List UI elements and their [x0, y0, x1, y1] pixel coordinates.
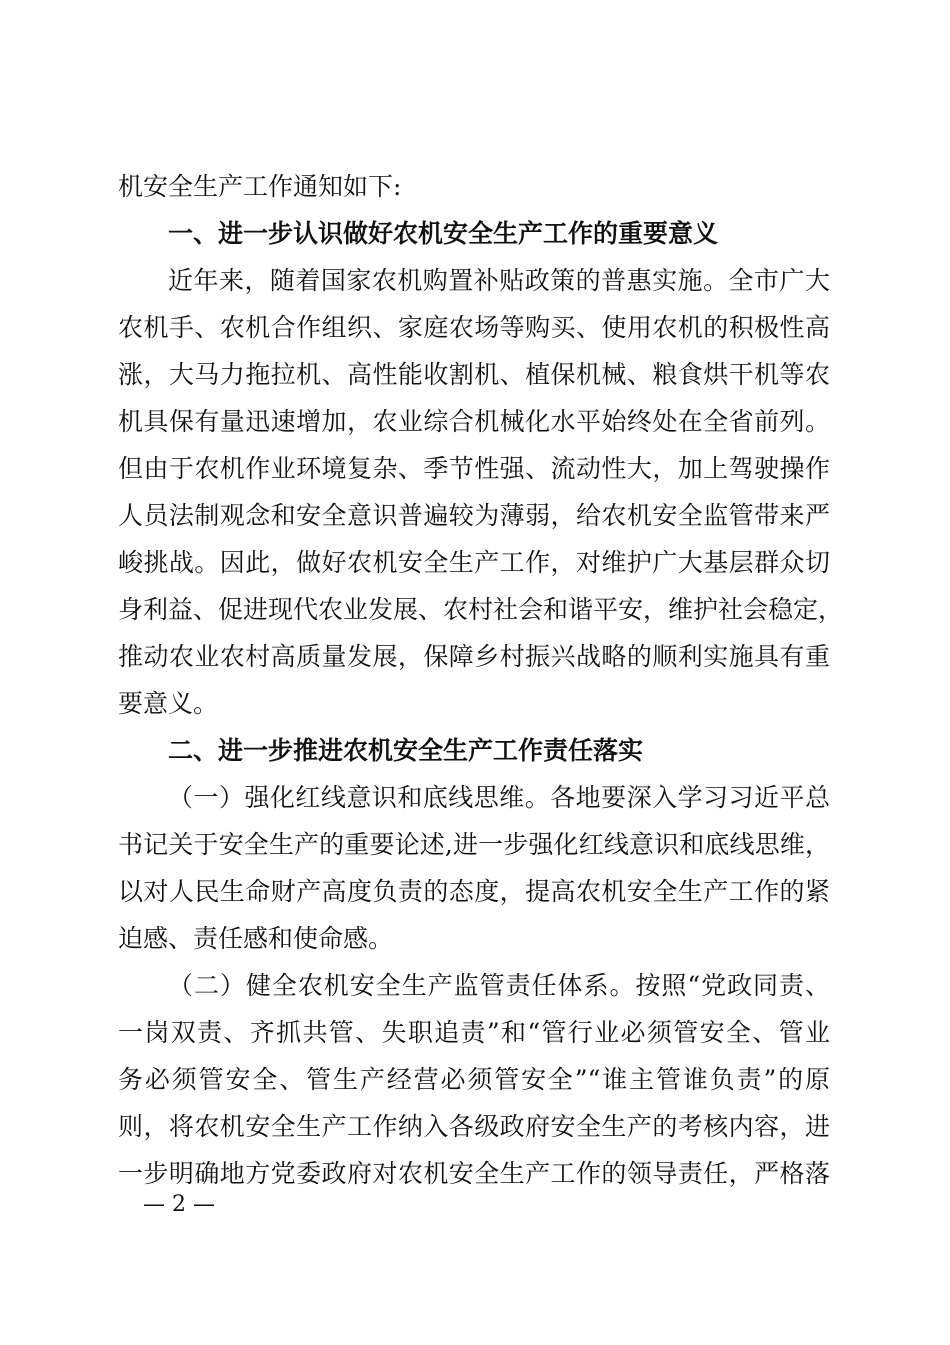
section-heading: 一、进一步认识做好农机安全生产工作的重要意义 [168, 219, 719, 248]
paragraph-line: 涨，大马力拖拉机、高性能收割机、植保机械、粮食烘干机等农 [118, 360, 830, 389]
paragraph-line: 迫感、责任感和使命感。 [118, 924, 394, 953]
paragraph-line: 人员法制观念和安全意识普遍较为薄弱，给农机安全监管带来严 [118, 501, 830, 530]
page-number: — 2 — [143, 1192, 215, 1217]
paragraph-line: 近年来，随着国家农机购置补贴政策的普惠实施。全市广大 [168, 266, 830, 295]
paragraph-line: （二）健全农机安全生产监管责任体系。按照“党政同责、 [168, 971, 830, 1000]
paragraph-line: 一步明确地方党委政府对农机安全生产工作的领导责任，严格落 [118, 1159, 830, 1188]
paragraph-line: 身利益、促进现代农业发展、农村社会和谐平安，维护社会稳定， [118, 595, 844, 624]
paragraph-line: 但由于农机作业环境复杂、季节性强、流动性大，加上驾驶操作 [118, 454, 830, 483]
paragraph-line: 峻挑战。因此，做好农机安全生产工作，对维护广大基层群众切 [118, 548, 830, 577]
paragraph-line: 机具保有量迅速增加，农业综合机械化水平始终处在全省前列。 [118, 407, 830, 436]
paragraph-line: 推动农业农村高质量发展，保障乡村振兴战略的顺利实施具有重 [118, 642, 830, 671]
paragraph-line: 务必须管安全、管生产经营必须管安全”“谁主管谁负责”的原 [118, 1065, 830, 1094]
paragraph-line: 农机手、农机合作组织、家庭农场等购买、使用农机的积极性高 [118, 313, 830, 342]
document-body [118, 163, 844, 1197]
paragraph-line: 书记关于安全生产的重要论述,进一步强化红线意识和底线思维， [118, 830, 830, 859]
paragraph-line: （一）强化红线意识和底线思维。各地要深入学习习近平总 [168, 783, 830, 812]
section-heading: 二、进一步推进农机安全生产工作责任落实 [168, 736, 644, 765]
paragraph-line: 则，将农机安全生产工作纳入各级政府安全生产的考核内容，进 [118, 1112, 830, 1141]
paragraph-line: 机安全生产工作通知如下: [118, 172, 402, 201]
paragraph-line: 一岗双责、齐抓共管、失职追责”和“管行业必须管安全、管业 [118, 1018, 830, 1047]
paragraph-line: 要意义。 [118, 689, 219, 718]
paragraph-line: 以对人民生命财产高度负责的态度，提高农机安全生产工作的紧 [118, 877, 830, 906]
